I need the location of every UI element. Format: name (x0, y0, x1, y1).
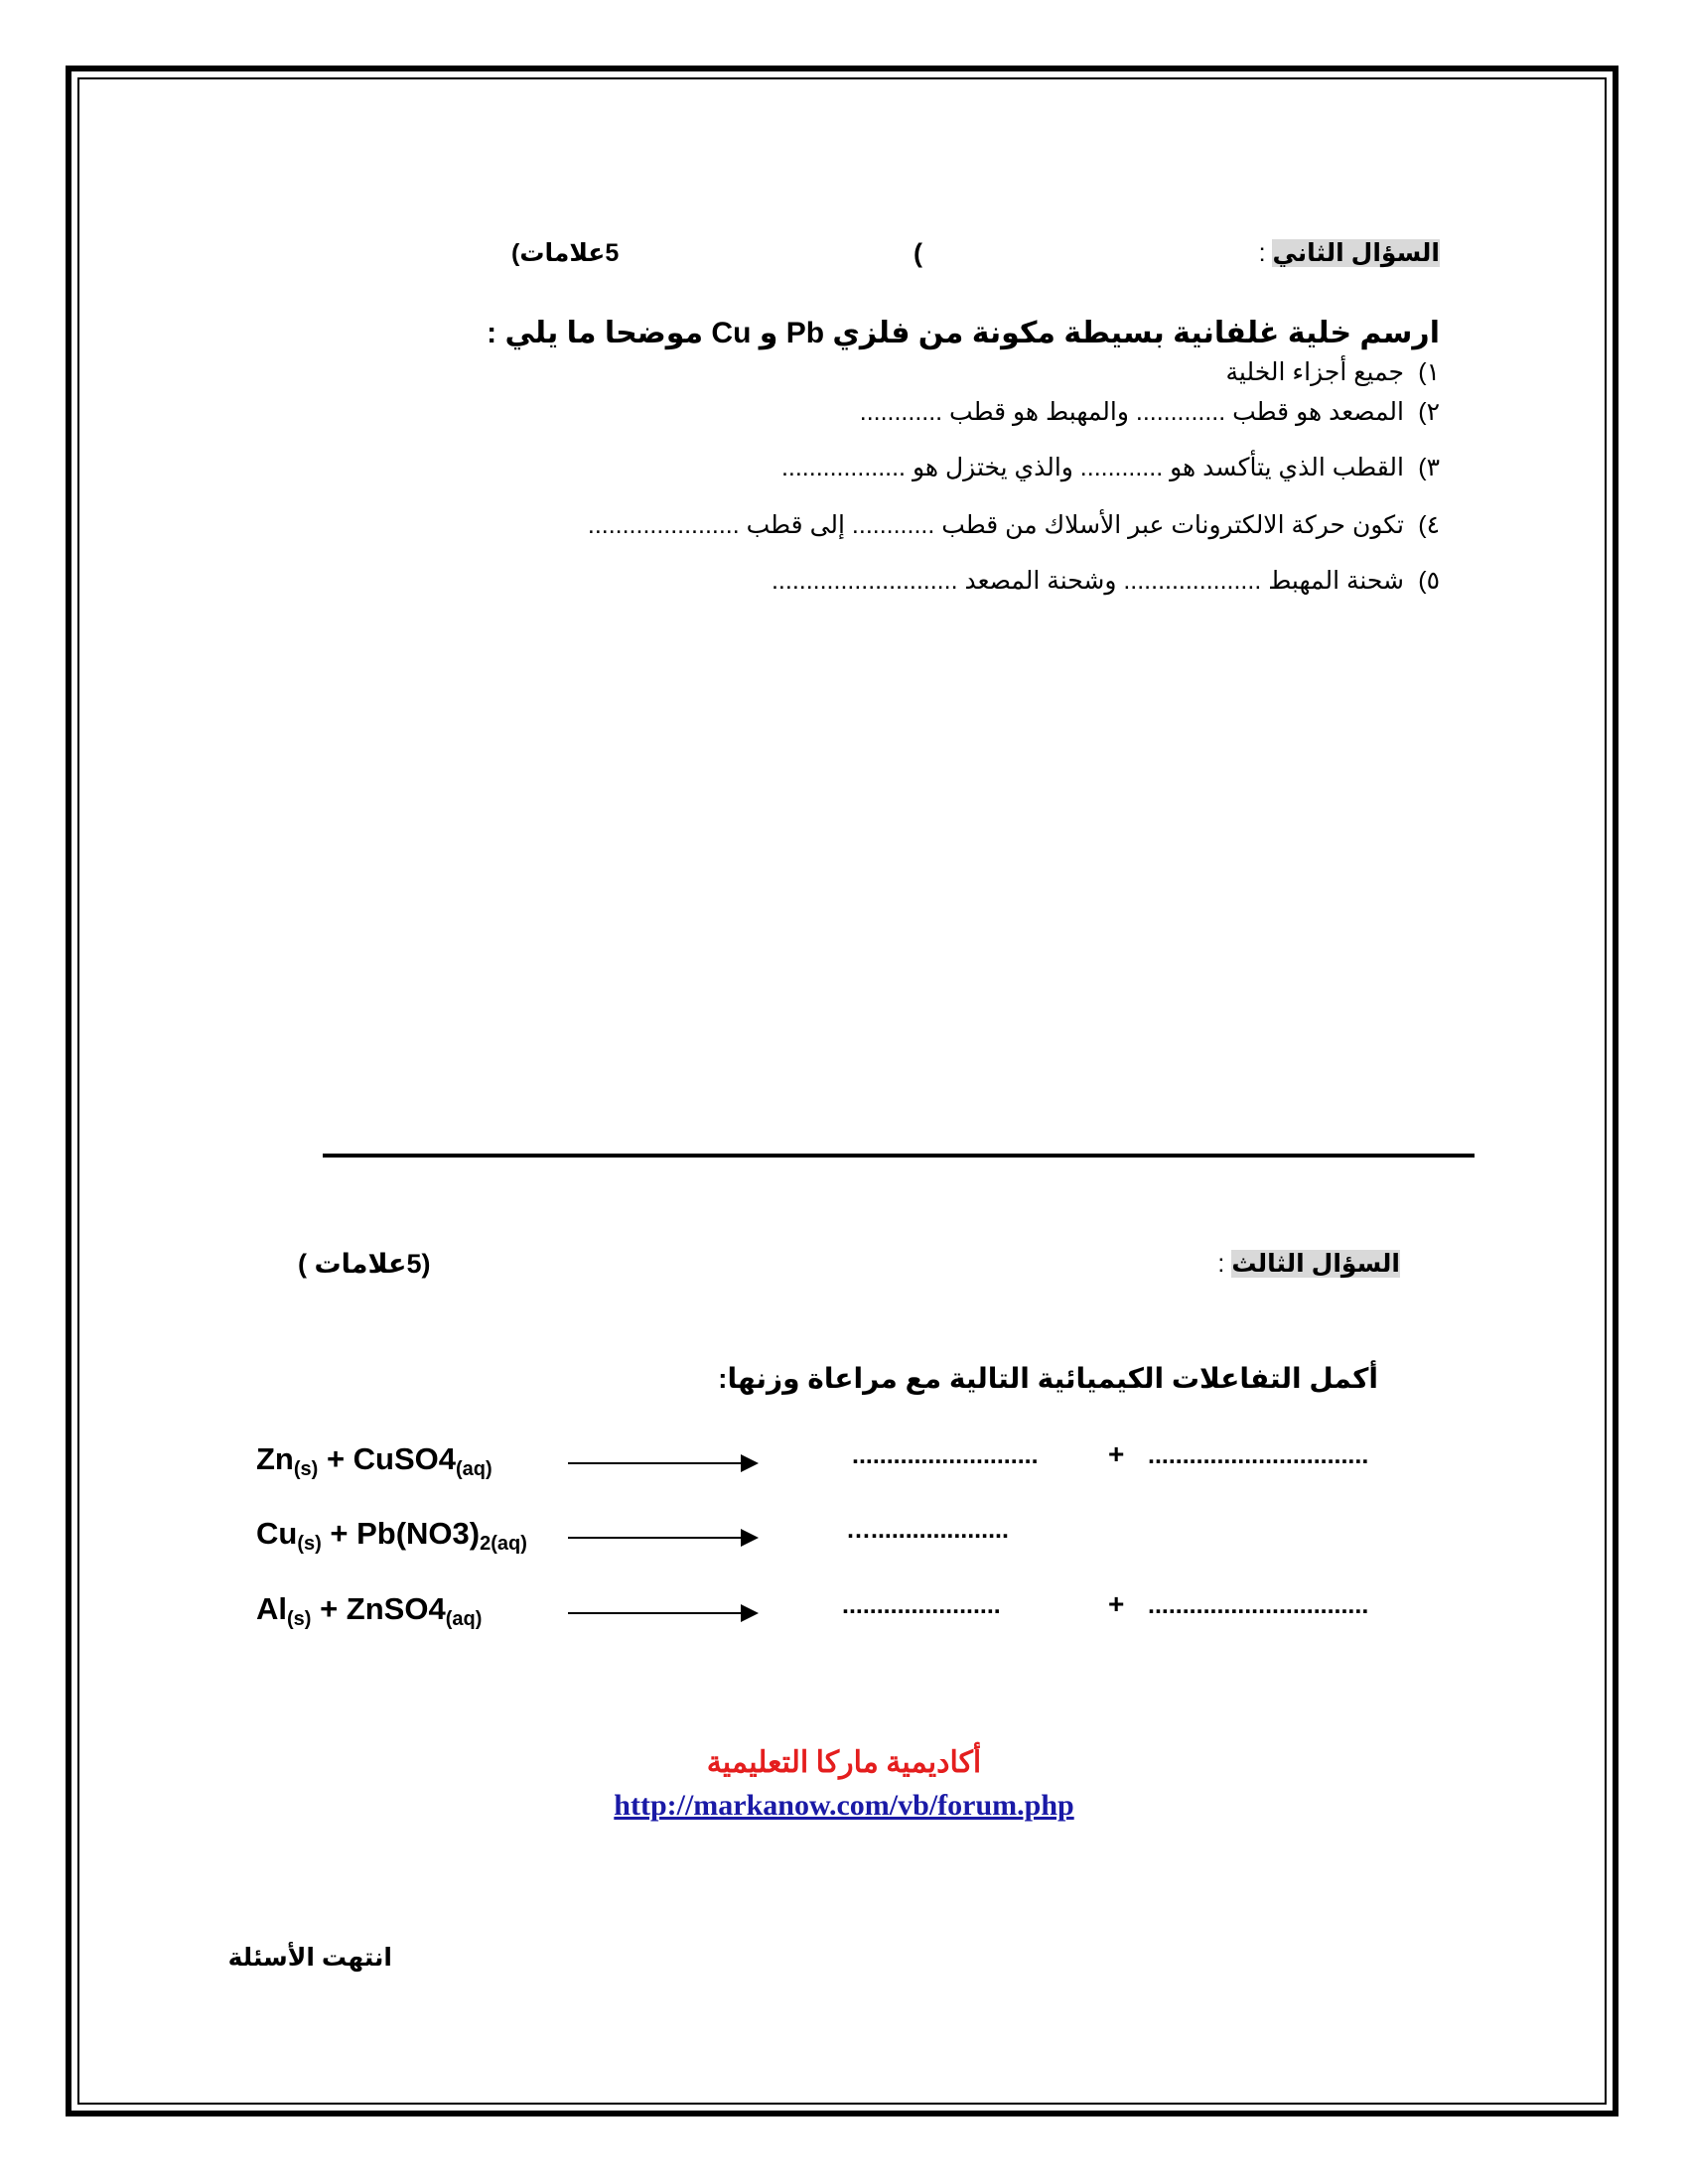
eq2-reactant-b-state: 2(aq) (480, 1533, 527, 1555)
q2-item-1-text: جميع أجزاء الخلية (1225, 358, 1404, 386)
eq3-reactant-a-state: (s) (287, 1608, 312, 1630)
eq2-reactant-a-state: (s) (297, 1533, 322, 1555)
q2-item-3-text: القطب الذي يتأكسد هو ............ والذي يختزل هو .................. (780, 454, 1404, 481)
eq1-plus: + (1108, 1438, 1125, 1469)
q2-item-3 (781, 453, 1440, 482)
q3-heading (1217, 1249, 1400, 1279)
eq1-blank-2: ................................ (1148, 1441, 1369, 1469)
eq1-reactant-a-state: (s) (293, 1458, 319, 1480)
eq3-arrow-icon (568, 1612, 757, 1614)
eq1-blank-1: ........................... (852, 1441, 1039, 1469)
q2-item-2-num: ٢) (1418, 398, 1440, 426)
forum-link[interactable]: http://markanow.com/vb/forum.php (614, 1789, 1074, 1822)
q2-label: السؤال الثاني (1272, 239, 1440, 267)
eq2-reactant-b: + Pb(NO3) (321, 1516, 481, 1551)
q3-prompt: أكمل التفاعلات الكيميائية التالية مع مراعاة وزنها: (718, 1363, 1378, 1394)
q2-item-2 (860, 397, 1440, 427)
end-of-questions: انتهت الأسئلة (227, 1944, 392, 1972)
eq1-reactant-a: Zn (256, 1441, 294, 1476)
q2-item-1-num: ١) (1418, 358, 1440, 386)
eq2-arrow-icon (568, 1537, 757, 1539)
q3-colon: : (1217, 1250, 1225, 1278)
eq2-reactant-a: Cu (256, 1516, 298, 1551)
eq1-reactant-b-state: (aq) (456, 1458, 492, 1480)
q2-item-1 (1226, 357, 1440, 387)
q2-item-5 (772, 566, 1440, 596)
eq3-blank-2: ................................ (1148, 1591, 1369, 1619)
q2-paren: ( (914, 238, 922, 268)
equation-2-reactants (256, 1516, 527, 1556)
eq3-reactant-b-state: (aq) (445, 1608, 483, 1630)
eq2-blank-1: ….................... (846, 1516, 1009, 1544)
q2-marks: 5علامات) (511, 239, 620, 267)
q2-item-4 (588, 510, 1440, 540)
q2-item-2-text: المصعد هو قطب ............. والمهبط هو قطب ............ (859, 398, 1404, 426)
section-divider (323, 1154, 1475, 1158)
eq3-reactant-b: + ZnSO4 (311, 1591, 446, 1626)
q2-colon: : (1258, 239, 1266, 267)
q2-item-4-text: تكون حركة الالكترونات عبر الأسلاك من قطب ............ إلى قطب ...................... (587, 511, 1404, 539)
q2-heading (1259, 238, 1440, 268)
eq3-blank-1: ....................... (842, 1591, 1001, 1619)
eq3-plus: + (1108, 1588, 1125, 1619)
equation-3-reactants (256, 1591, 482, 1631)
eq3-reactant-a: Al (256, 1591, 287, 1626)
eq1-reactant-b: + CuSO4 (318, 1441, 457, 1476)
q3-label: السؤال الثالث (1231, 1250, 1400, 1278)
q2-item-5-num: ٥) (1418, 567, 1440, 595)
eq1-arrow-icon (568, 1462, 757, 1464)
q2-item-3-num: ٣) (1418, 454, 1440, 481)
q2-item-5-text: شحنة المهبط .................... وشحنة المصعد ........................... (771, 567, 1404, 595)
q2-prompt: ارسم خلية غلفانية بسيطة مكونة من فلزي Pb و Cu موضحا ما يلي : (487, 317, 1440, 349)
q3-marks: (5علامات ) (298, 1249, 431, 1279)
equation-1-reactants (256, 1441, 492, 1481)
academy-name: أكاديمية ماركا التعليمية (706, 1746, 982, 1779)
q2-item-4-num: ٤) (1418, 511, 1440, 539)
